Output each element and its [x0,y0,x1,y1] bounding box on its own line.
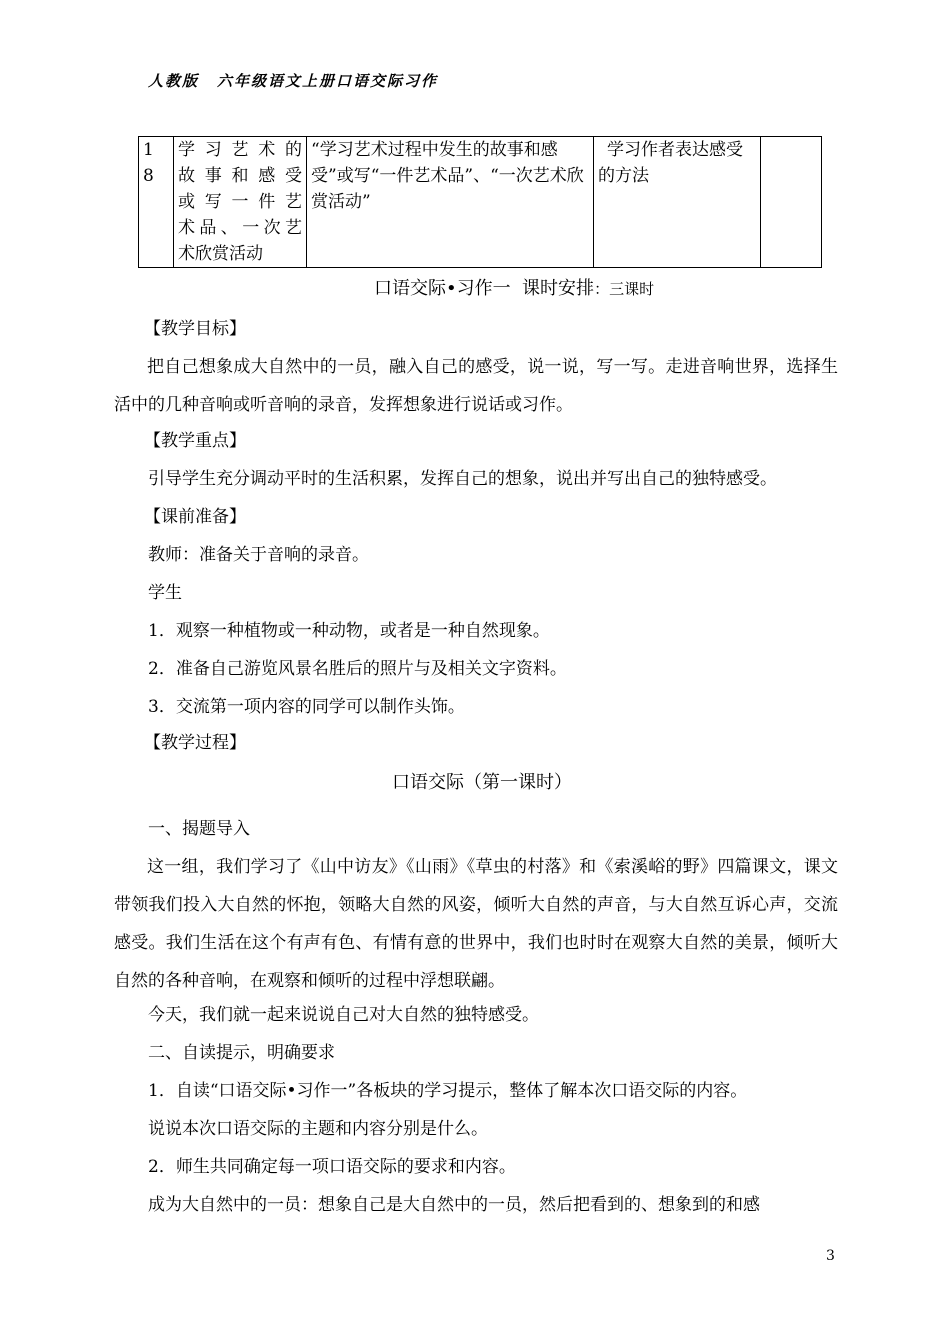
cell-number [139,137,174,268]
step-two: 二、自读提示，明确要求 [148,1043,335,1063]
page-number: 3 [826,1248,835,1264]
today-line: 今天，我们就一起来说说自己对大自然的独特感受。 [148,1005,539,1025]
header-book-title: 六年级语文上册口语交际习作 [217,72,439,90]
goals-heading: 【教学目标】 [144,319,246,339]
header-publisher: 人教版 [148,72,200,90]
topic-line: 术品、一次艺 [178,218,302,238]
cell-number-text: 1 8 [143,140,154,186]
class-title-text: 口语交际（第一课时） [392,772,572,793]
key-heading: 【教学重点】 [144,431,246,451]
cell-empty [761,137,822,268]
cell-topic [174,137,307,268]
prep-student: 学生 [148,583,182,603]
prep-heading: 【课前准备】 [144,507,246,527]
read-item-1: 1．自读“口语交际•习作一”各板块的学习提示，整体了解本次口语交际的内容。 [148,1081,748,1101]
read-item-1b: 说说本次口语交际的主题和内容分别是什么。 [148,1119,488,1139]
topic-line: 或 写 一 件 艺 [178,192,302,212]
topic-line: 术欣赏活动 [178,244,263,264]
process-heading: 【教学过程】 [144,733,246,753]
table-row [139,137,822,268]
lesson-title [374,274,654,300]
step-one: 一、揭题导入 [148,819,250,839]
member-line: 成为大自然中的一员：想象自己是大自然中的一员，然后把看到的、想象到的和感 [148,1195,760,1215]
class-title [0,768,950,794]
key-text: 引导学生充分调动平时的生活积累，发挥自己的想象，说出并写出自己的独特感受。 [148,469,777,489]
cell-content: “学习艺术过程中发生的故事和感受”或写“一件艺术品”、“一次艺术欣赏活动” [307,137,594,268]
goals-text: 把自己想象成大自然中的一员，融入自己的感受，说一说，写一写。走进音响世界，选择生活中的几种音响或听音响的录音，发挥想象进行说话或习作。 [114,357,838,415]
lesson-title-text: 口语交际•习作一 课时安排 [374,278,595,299]
read-item-2: 2．师生共同确定每一项口语交际的要求和内容。 [148,1157,516,1177]
cell-goal-text: 学习作者表达感受的方法 [598,140,743,186]
intro-paragraph: 这一组，我们学习了《山中访友》《山雨》《草虫的村落》和《索溪峪的野》四篇课文，课文带领我们投入大自然的怀抱，领略大自然的风姿，倾听大自然的声音，与大自然互诉心声，交流感受。我们生活在这个有声有色、有情有意的世界中，我们也时时在观察大自然的美景，倾听大自然的各种音响，在观察和倾听的过程中浮想联翩。 [114,857,838,991]
prep-teacher: 教师：准备关于音响的录音。 [148,545,369,565]
lesson-plan-table [138,136,822,268]
prep-item: 1．观察一种植物或一种动物，或者是一种自然现象。 [148,621,550,641]
topic-line: 故 事 和 感 受 [178,166,302,186]
prep-item: 3．交流第一项内容的同学可以制作头饰。 [148,697,465,717]
prep-item: 2．准备自己游览风景名胜后的照片与及相关文字资料。 [148,659,567,679]
page-header [148,70,438,91]
cell-goal [594,137,761,268]
topic-line: 学 习 艺 术 的 [178,140,302,160]
lesson-hours: ：三课时 [594,280,655,298]
